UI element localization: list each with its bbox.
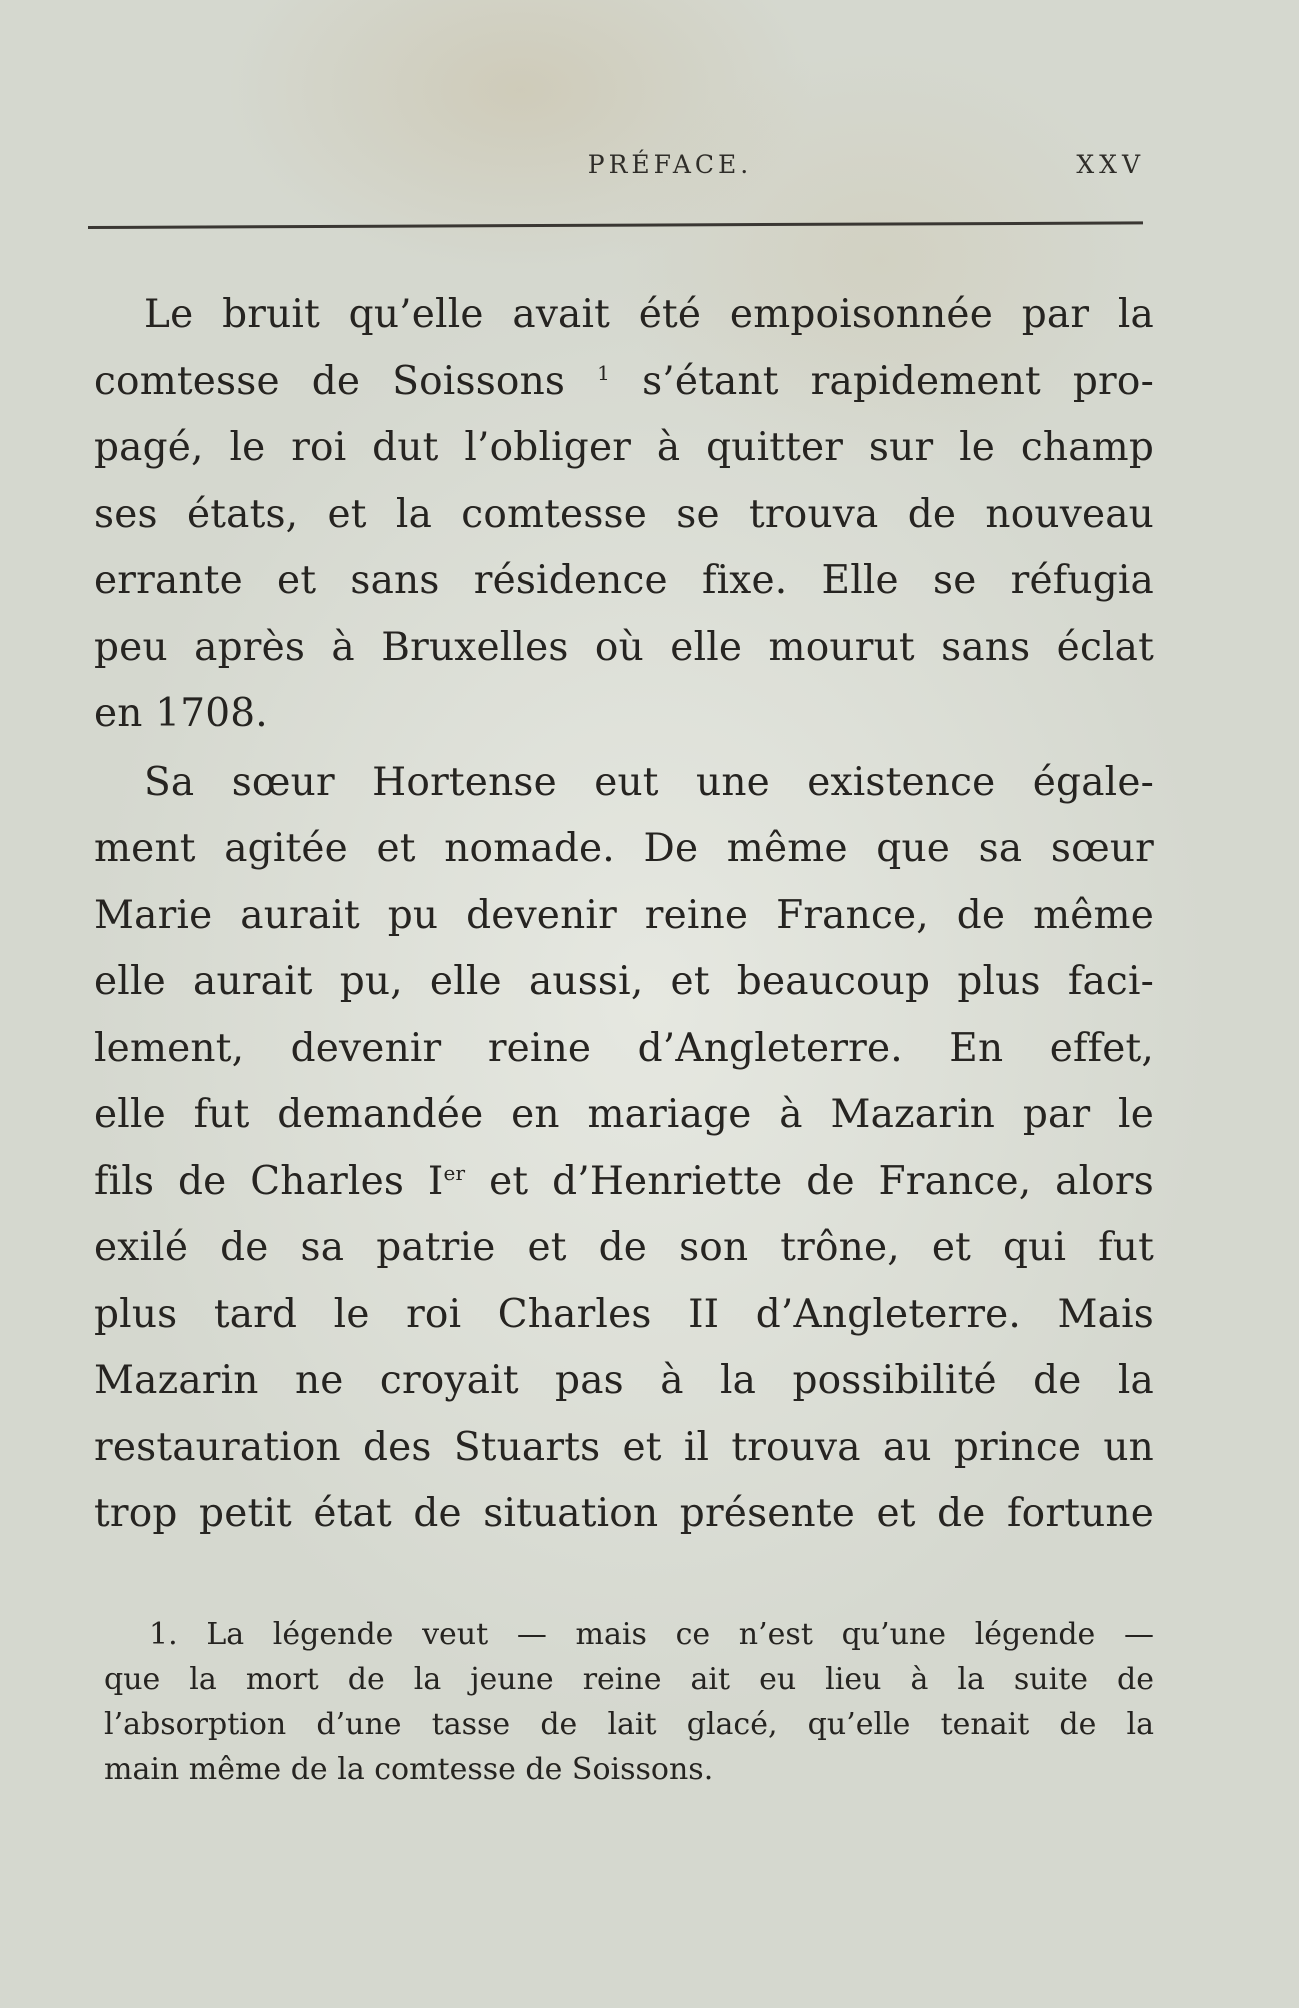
text-line: Sa sœur Hortense eut une existence égale- [144,759,1154,805]
text-line: Mazarin ne croyait pas à la possibilité de la [94,1358,1154,1403]
running-head [90,150,1145,190]
text-line: exilé de sa patrie et de son trône, et qui fut [94,1225,1154,1270]
footnote-line: l’absorption d’une tasse de lait glacé, qu’elle tenait de la [104,1707,1154,1742]
footnote-line: main même de la comtesse de Soissons. [104,1752,714,1787]
text-line: restauration des Stuarts et il trouva au prince un [94,1424,1154,1470]
paragraph-2 [94,750,1154,1548]
footnote-reference: 1 [597,360,611,385]
text-line: ses états, et la comtesse se trouva de nouveau [94,491,1154,537]
text-line: elle fut demandée en mariage à Mazarin par le [94,1092,1154,1137]
text-line: en 1708. [94,691,268,736]
body-text [94,282,1154,1550]
text-line: Marie aurait pu devenir reine France, de même [94,892,1154,938]
page-number: XXV [1076,150,1145,179]
text-segment: et d’Henriette de France, alors [489,1158,1154,1204]
text-segment: s’étant rapidement pro- [642,358,1154,404]
text-line [94,1149,1154,1216]
running-title: PRÉFACE. [587,150,753,179]
text-line: lement, devenir reine d’Angleterre. En effet, [94,1025,1154,1071]
text-line: pagé, le roi dut l’obliger à quitter sur le champ [94,425,1154,470]
superscript: er [443,1160,466,1185]
footnote-line: que la mort de la jeune reine ait eu lieu à la suite de [104,1662,1154,1697]
text-line [94,349,1154,416]
text-segment: comtesse de Soissons [94,358,566,404]
text-line: errante et sans résidence fixe. Elle se réfugia [94,558,1154,603]
text-line: Le bruit qu’elle avait été empoisonnée par la [144,292,1154,337]
text-line: ment agitée et nomade. De même que sa sœur [94,826,1154,871]
paragraph-1 [94,282,1154,748]
footnote [104,1612,1154,1792]
text-line: elle aurait pu, elle aussi, et beaucoup plus faci- [94,959,1154,1004]
text-line: peu après à Bruxelles où elle mourut sans éclat [94,624,1154,670]
text-line: plus tard le roi Charles II d’Angleterre. Mais [94,1291,1154,1337]
footnote-line: 1. La légende veut — mais ce n’est qu’une légende — [149,1617,1154,1652]
header-rule [88,221,1143,229]
text-line: trop petit état de situation présente et de fortune [94,1491,1154,1536]
text-segment: fils de Charles I [94,1158,444,1204]
